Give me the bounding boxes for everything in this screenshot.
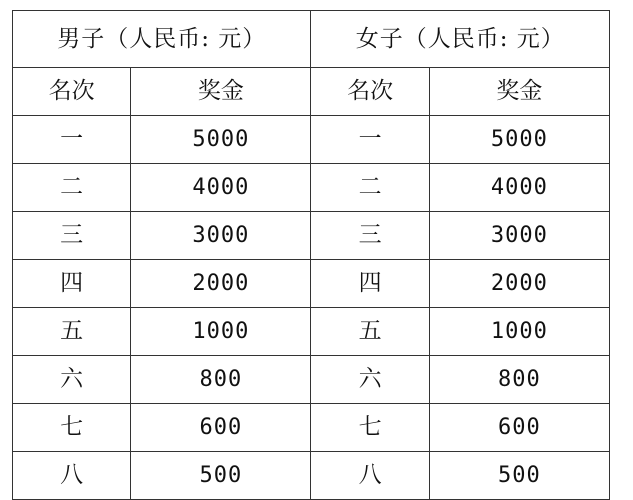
women-rank-cell: 四 <box>311 260 429 308</box>
men-rank-cell: 八 <box>13 452 131 500</box>
women-prize-header: 奖金 <box>429 68 609 116</box>
men-rank-cell: 二 <box>13 164 131 212</box>
table-row <box>13 452 610 500</box>
men-prize-header: 奖金 <box>131 68 311 116</box>
women-rank-cell: 八 <box>311 452 429 500</box>
men-prize-cell: 5000 <box>131 116 311 164</box>
table-row <box>13 212 610 260</box>
women-prize-cell: 1000 <box>429 308 609 356</box>
table-row <box>13 404 610 452</box>
men-prize-cell: 3000 <box>131 212 311 260</box>
men-prize-cell: 500 <box>131 452 311 500</box>
men-prize-cell: 800 <box>131 356 311 404</box>
table-row <box>13 308 610 356</box>
women-rank-cell: 七 <box>311 404 429 452</box>
group-header-row <box>13 11 610 68</box>
women-prize-cell: 800 <box>429 356 609 404</box>
women-prize-cell: 2000 <box>429 260 609 308</box>
women-prize-cell: 3000 <box>429 212 609 260</box>
men-rank-cell: 四 <box>13 260 131 308</box>
women-prize-cell: 600 <box>429 404 609 452</box>
men-prize-cell: 2000 <box>131 260 311 308</box>
table-row <box>13 116 610 164</box>
women-rank-cell: 五 <box>311 308 429 356</box>
women-rank-cell: 一 <box>311 116 429 164</box>
men-rank-cell: 一 <box>13 116 131 164</box>
women-rank-cell: 六 <box>311 356 429 404</box>
men-prize-cell: 600 <box>131 404 311 452</box>
women-prize-cell: 4000 <box>429 164 609 212</box>
men-rank-cell: 五 <box>13 308 131 356</box>
women-rank-cell: 三 <box>311 212 429 260</box>
women-prize-cell: 500 <box>429 452 609 500</box>
men-rank-cell: 三 <box>13 212 131 260</box>
prize-table <box>12 10 610 500</box>
men-prize-cell: 1000 <box>131 308 311 356</box>
women-rank-header: 名次 <box>311 68 429 116</box>
table-row <box>13 356 610 404</box>
column-header-row <box>13 68 610 116</box>
men-rank-cell: 六 <box>13 356 131 404</box>
women-rank-cell: 二 <box>311 164 429 212</box>
men-rank-header: 名次 <box>13 68 131 116</box>
men-rank-cell: 七 <box>13 404 131 452</box>
table-row <box>13 260 610 308</box>
table-row <box>13 164 610 212</box>
men-group-header: 男子（人民币: 元） <box>13 11 311 68</box>
women-prize-cell: 5000 <box>429 116 609 164</box>
men-prize-cell: 4000 <box>131 164 311 212</box>
women-group-header: 女子（人民币: 元） <box>311 11 610 68</box>
